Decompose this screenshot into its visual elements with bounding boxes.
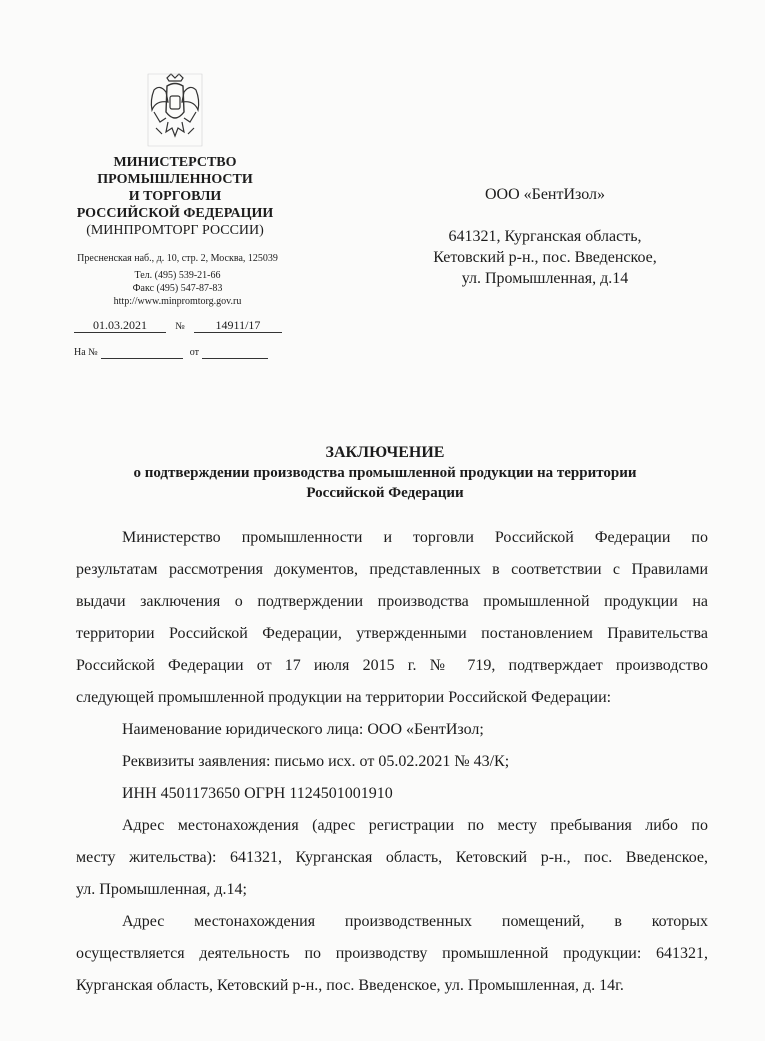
document-title (60, 443, 710, 503)
text-line: месту жительства): 641321, Курганская область, Кетовский р-н., пос. Введенское, (76, 849, 708, 866)
recipient-address-line: ул. Промышленная, д.14 (461, 270, 629, 287)
text-line: Адрес местонахождения производственных помещений, в которых (122, 913, 708, 930)
text-line: Министерство промышленности и торговли Российской Федерации по (122, 529, 708, 546)
text-line: результатам рассмотрения документов, представленных в соответствии с Правилами (76, 561, 708, 578)
letter-number: 14911/17 (194, 318, 282, 333)
registration-line (74, 318, 282, 334)
number-label: № (175, 321, 185, 332)
text-line: Адрес местонахождения (адрес регистрации по месту пребывания либо по (122, 817, 708, 834)
entity-name-line: Наименование юридического лица: ООО «БентИзол; (122, 721, 484, 738)
ministry-fax: Факс (495) 547-87-83 (132, 283, 223, 294)
tax-ids-line: ИНН 4501173650 ОГРН 1124501001910 (122, 785, 393, 802)
ministry-name (55, 154, 295, 239)
letter-date: 01.03.2021 (74, 318, 166, 333)
ministry-phone: Тел. (495) 539-21-66 (134, 270, 221, 281)
recipient-address-line: Кетовский р-н., пос. Введенское, (433, 249, 657, 266)
ministry-name-line: МИНИСТЕРСТВО (113, 155, 237, 170)
russian-coat-of-arms-icon (146, 72, 204, 148)
text-line: ул. Промышленная, д.14; (76, 881, 247, 898)
ministry-short-name: (МИНПРОМТОРГ РОССИИ) (86, 223, 264, 238)
from-label: от (189, 347, 199, 358)
ministry-address: Пресненская наб., д. 10, стр. 2, Москва, 125039 (77, 253, 278, 264)
ministry-name-line: РОССИЙСКОЙ ФЕДЕРАЦИИ (76, 206, 274, 221)
ref-number-blank (101, 344, 183, 359)
request-details-line: Реквизиты заявления: письмо исх. от 05.02.2021 № 43/К; (122, 753, 510, 770)
ministry-contacts (55, 252, 300, 308)
text-line: выдачи заключения о подтверждении производства промышленной продукции на (76, 593, 708, 610)
text-line: территории Российской Федерации, утвержденными постановлением Правительства (76, 625, 708, 642)
recipient-block (410, 184, 680, 289)
text-line: Курганская область, Кетовский р-н., пос. Введенское, ул. Промышленная, д. 14г. (76, 977, 624, 994)
title-subtitle: о подтверждении производства промышленной продукции на территории (133, 465, 637, 481)
ref-label: На № (74, 347, 98, 358)
title-heading: ЗАКЛЮЧЕНИЕ (325, 444, 445, 461)
reference-line (74, 344, 268, 360)
recipient-address-line: 641321, Курганская область, (448, 228, 642, 245)
ministry-name-line: И ТОРГОВЛИ (128, 189, 222, 204)
paragraph-intro (76, 522, 708, 1002)
ministry-website: http://www.minpromtorg.gov.ru (113, 296, 242, 307)
recipient-name: ООО «БентИзол» (484, 186, 606, 203)
text-line: Российской Федерации от 17 июля 2015 г. № 719, подтверждает производство (76, 657, 708, 674)
ministry-name-line: ПРОМЫШЛЕННОСТИ (97, 172, 253, 187)
text-line: следующей промышленной продукции на территории Российской Федерации: (76, 689, 612, 706)
title-subtitle: Российской Федерации (306, 485, 464, 501)
ref-date-blank (202, 344, 268, 359)
text-line: осуществляется деятельность по производству промышленной продукции: 641321, (76, 945, 708, 962)
